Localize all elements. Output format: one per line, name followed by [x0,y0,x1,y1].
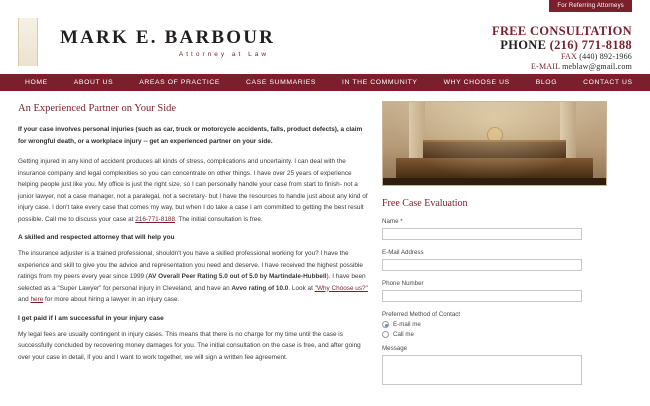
phone-label: PHONE [500,38,547,52]
fax-number: (440) 892-1966 [579,52,632,61]
referring-attorneys-link[interactable]: For Referring Attorneys [549,0,632,12]
nav-item-in-the-community[interactable]: IN THE COMMUNITY [342,79,418,86]
paragraph-experience [18,156,368,225]
link-here[interactable]: here [30,296,44,303]
nav-item-case-summaries[interactable]: CASE SUMMARIES [246,79,317,86]
nav-item-why-choose-us[interactable]: WHY CHOOSE US [443,79,510,86]
paragraph-fees: My legal fees are usually contingent in injury cases. This means that there is no charge for my time until the case is successfully concluded by recovering money damages for you. The initial consultation on the case is free, and after going over your case in detail, if you and I want to work together, we will sign a written fee agreement. [18,330,361,361]
email-field-label: E-Mail Address [382,249,424,256]
ratings-text-a: The insurance adjuster is a trained professional, shouldn't you have a skilled professional working for you? I have the experience and skill to give you the advice and representation you need and deserve. I have received the highest possible ratings from my peers every year since 1999 ( [18,250,363,280]
courtroom-photo [382,101,607,186]
phone-line[interactable] [382,38,632,52]
paragraph-ratings [18,248,368,306]
ratings-bold-avvo: Avvo rating of 10.0 [231,284,289,292]
phone-field-label: Phone Number [382,280,424,287]
header-contact-block [382,20,632,72]
message-textarea[interactable] [382,355,582,385]
paragraph-experience-text: Getting injured in any kind of accident produces all kinds of stress, complications and uncertainty. I can deal with the insurance company and legal complexities so you can concentrate on other things. I have over 25 years of experience helping people just like you. My office is just the right size, so I can personally handle your case from start to finish- not a junior lawyer, not a case manager, not a paralegal, not a secretary- but I have the resources to handle just about any kind of injury case. I don't take every case that comes my way, but when I do take a case I am committed to getting the best result possible. Call me to discuss your case at [18,158,368,223]
nav-item-contact-us[interactable]: CONTACT US [583,79,633,86]
email-label: E-MAIL [531,62,560,71]
free-consultation-heading: FREE CONSULTATION [492,24,632,38]
main-column [18,101,368,385]
message-label: Message [382,345,408,352]
radio-icon-email-selected[interactable] [382,321,389,328]
form-title: Free Case Evaluation [382,198,468,209]
radio-option-call[interactable] [382,331,607,338]
phone-number: (216) 771-8188 [549,38,632,52]
radio-label-email: E-mail me [393,321,421,328]
brand-block[interactable] [18,20,382,58]
name-field[interactable] [382,228,582,240]
heading-contingent-fees: I get paid if I am successful in your injury case [18,314,164,322]
phone-field[interactable] [382,290,582,302]
paragraph-experience-tail: . The initial consultation is free. [175,215,263,223]
primary-navigation [0,74,650,91]
ratings-text-d: and [18,296,31,303]
fax-label: FAX [560,52,577,61]
phone-link-inline[interactable]: 216-771-8188 [135,215,176,223]
nav-item-home[interactable]: HOME [25,79,48,86]
brand-name: MARK E. BARBOUR [60,27,276,48]
nav-item-areas-of-practice[interactable]: AREAS OF PRACTICE [139,79,221,86]
content-area [0,91,650,385]
top-utility-bar [0,0,650,12]
brand-tagline: Attorney at Law [178,51,270,58]
radio-label-call: Call me [393,331,414,338]
courtroom-lighting [383,102,606,185]
contact-preference-label: Preferred Method of Contact [382,311,461,318]
email-field[interactable] [382,259,582,271]
radio-option-email[interactable] [382,321,607,328]
page-title: An Experienced Partner on Your Side [18,103,177,114]
sidebar-column [382,101,607,385]
radio-icon-call[interactable] [382,331,389,338]
site-header [0,12,650,74]
ratings-bold-martindale: AV Overall Peer Rating 5.0 out of 5.0 by Martindale-Hubbell [148,273,327,280]
heading-skilled-attorney: A skilled and respected attorney that will help you [18,234,175,241]
nav-item-about-us[interactable]: ABOUT US [73,79,114,86]
ratings-text-c: . Look at [288,284,315,292]
ratings-text-e: for more about hiring a lawyer in an injury case. [43,296,180,303]
fax-line [382,52,632,62]
link-why-choose-us[interactable]: "Why Choose us?" [314,284,368,292]
email-line[interactable] [382,62,632,72]
nav-item-blog[interactable]: BLOG [535,79,558,86]
ratings-text-b: ). I have been selected as a "Super Lawyer" for personal injury in Cleveland, and have an [18,273,366,292]
decorative-column-ornament [18,18,38,66]
lead-paragraph: If your case involves personal injuries (such as car, truck or motorcycle accidents, falls, product defects), a claim for wrongful death, or a workplace injury -- get an experienced partner on your side. [18,126,363,145]
email-address: meblaw@gmail.com [562,62,632,71]
name-field-label: Name * [382,218,403,225]
